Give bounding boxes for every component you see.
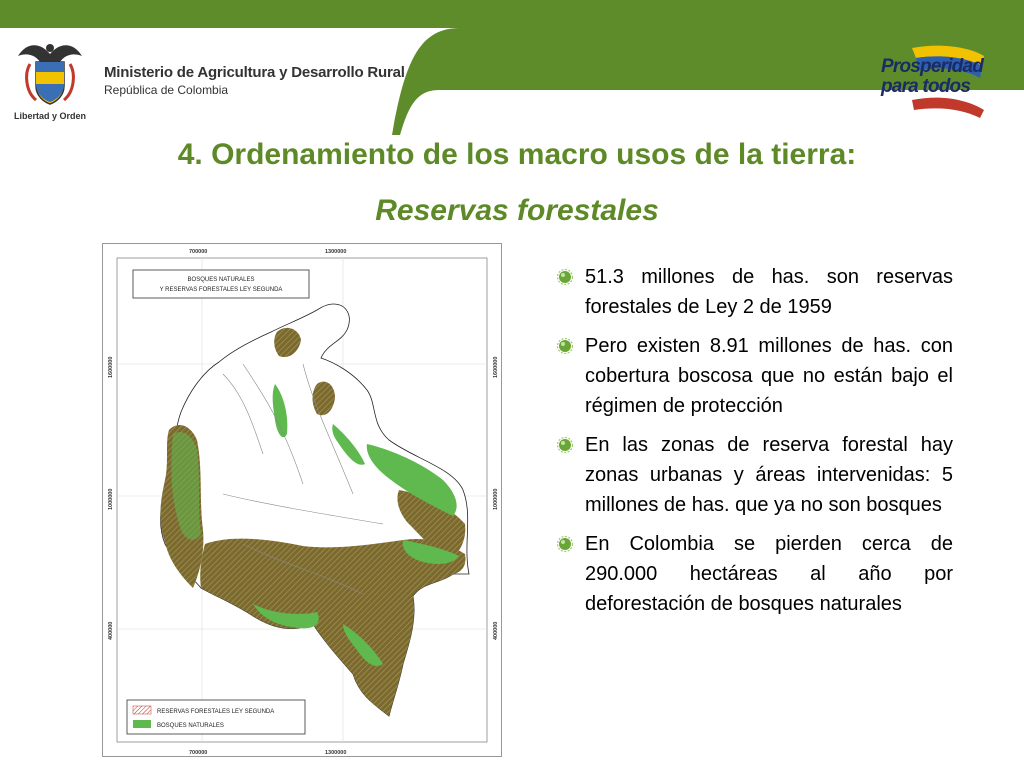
bullet-list: [557, 262, 953, 628]
legend-swatch-reserves: [133, 706, 151, 714]
bullet-text: 51.3 millones de has. son reservas forestales de Ley 2 de 1959: [585, 266, 953, 318]
map-title-box: [133, 270, 309, 298]
legend-label-forests: BOSQUES NATURALES: [157, 723, 224, 729]
side-coord-1: 1600000: [108, 356, 114, 378]
coat-of-arms-logo: [14, 34, 86, 126]
bullet-text: En las zonas de reserva forestal hay zonas urbanas y áreas intervenidas: 5 millones de has. que ya no son bosques: [585, 434, 953, 516]
slide-title: 4. Ordenamiento de los macro usos de la tierra:: [177, 138, 857, 171]
logo-line1: Prosperidad: [881, 56, 984, 77]
bullet-text: En Colombia se pierden cerca de 290.000 hectáreas al año por deforestación de bosques naturales: [585, 533, 953, 615]
side-coord-1-right: 1600000: [493, 356, 499, 378]
legend-label-reserves: RESERVAS FORESTALES LEY SEGUNDA: [157, 709, 275, 715]
prosperidad-logo: [872, 44, 990, 120]
green-gear-icon: [557, 437, 573, 453]
bottom-coord-left: 700000: [189, 750, 208, 756]
map-legend: [127, 700, 305, 734]
bottom-coord-right: 1300000: [325, 750, 347, 756]
map-title-2: Y RESERVAS FORESTALES LEY SEGUNDA: [159, 287, 283, 293]
bullet-item: [557, 430, 953, 520]
crest-motto: Libertad y Orden: [14, 111, 87, 121]
green-gear-icon: [557, 536, 573, 552]
side-coord-2: 1000000: [108, 488, 114, 510]
legend-swatch-forests: [133, 720, 151, 728]
top-coord-left: 700000: [189, 249, 208, 255]
ministry-name: Ministerio de Agricultura y Desarrollo Rural: [104, 64, 405, 81]
bullet-item: [557, 331, 953, 421]
map-figure: [103, 244, 501, 756]
condor-shield-icon: [14, 34, 86, 114]
side-coord-3-right: 400000: [493, 621, 499, 640]
side-coord-2-right: 1000000: [493, 488, 499, 510]
map-title-1: BOSQUES NATURALES: [187, 277, 255, 283]
slide-subtitle: Reservas forestales: [375, 194, 659, 227]
top-coord-right: 1300000: [325, 249, 347, 255]
logo-line2: para todos: [881, 76, 971, 97]
republic-name: República de Colombia: [104, 83, 229, 97]
bullet-item: [557, 529, 953, 619]
slide-header: [0, 0, 1024, 135]
green-gear-icon: [557, 269, 573, 285]
colombia-map-shape: [160, 304, 469, 716]
side-coord-3: 400000: [108, 621, 114, 640]
bullet-item: [557, 262, 953, 322]
forest-reserve-map: [102, 243, 502, 757]
bullet-text: Pero existen 8.91 millones de has. con cobertura boscosa que no están bajo el régimen de protección: [585, 335, 953, 417]
green-gear-icon: [557, 338, 573, 354]
